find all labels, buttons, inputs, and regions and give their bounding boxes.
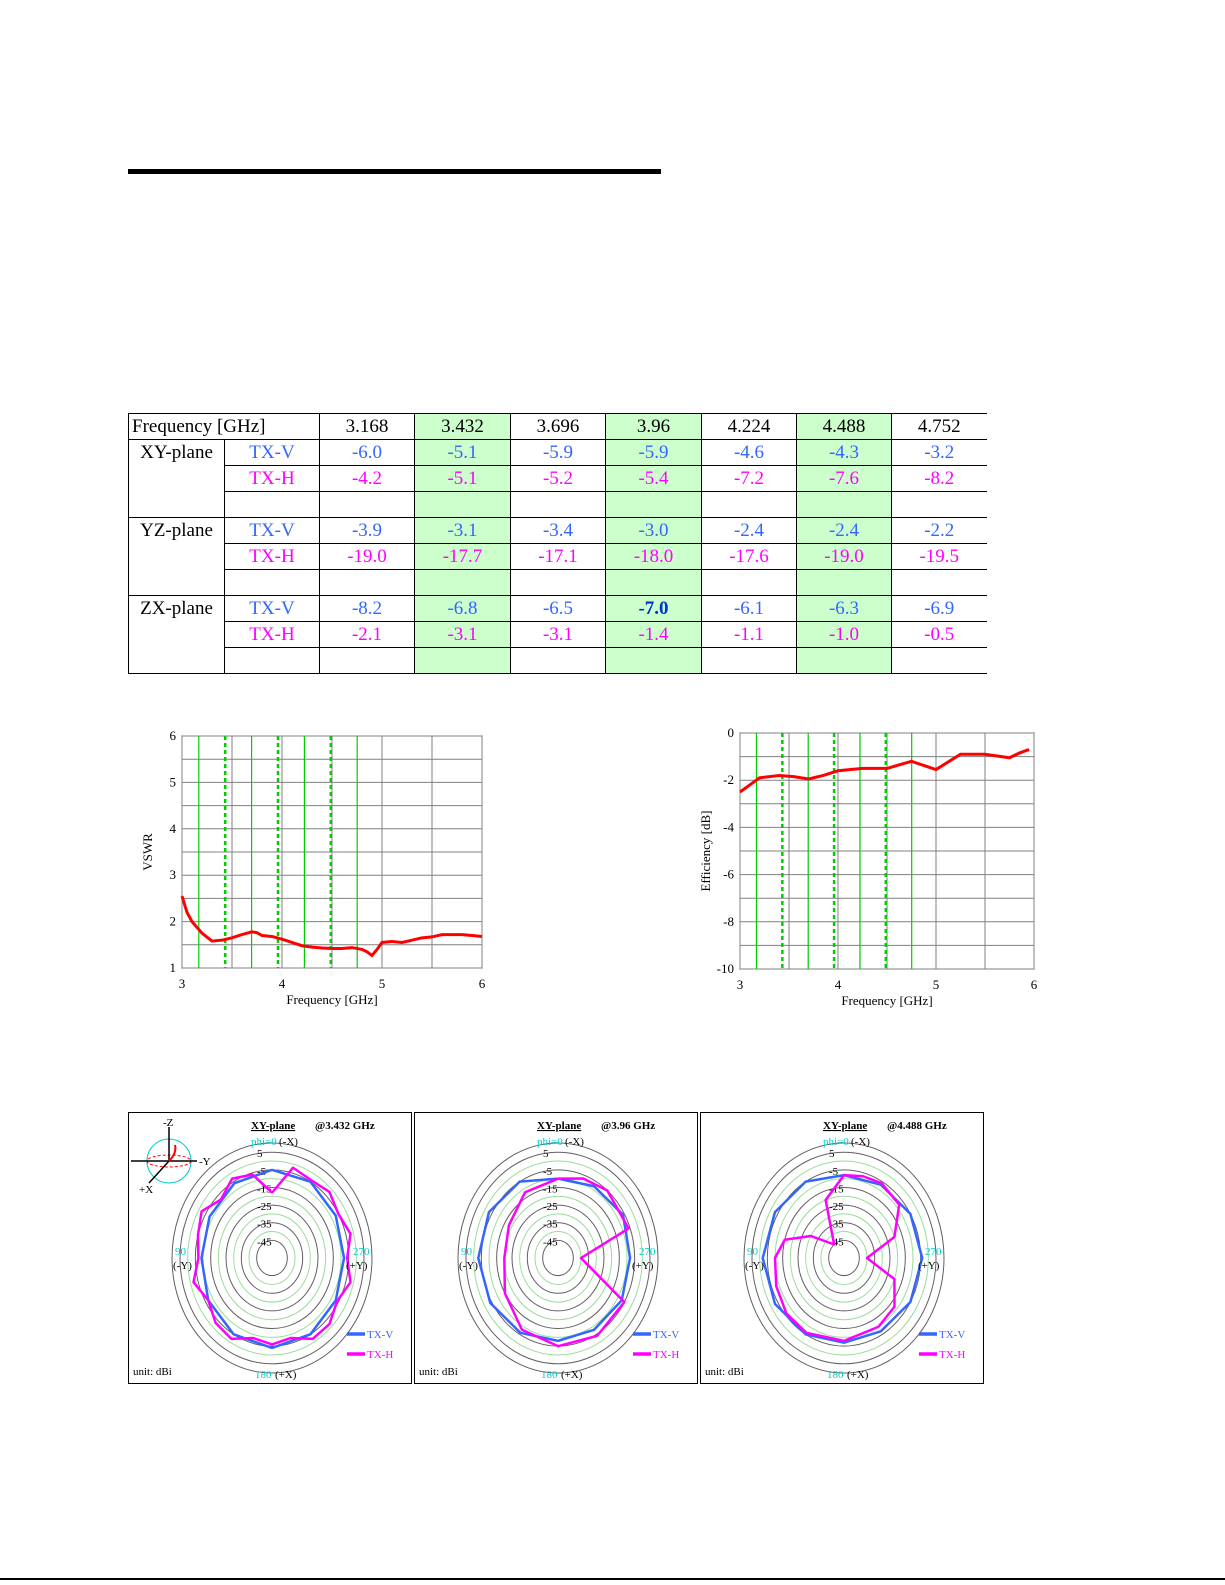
ring-label: -45	[829, 1236, 844, 1249]
legend-label-txh: TX-H	[653, 1349, 680, 1361]
angle-label-right: 270	[639, 1246, 656, 1258]
pol-label: TX-H	[225, 466, 320, 492]
gain-cell: -17.1	[511, 544, 606, 570]
polar-ring	[783, 1187, 906, 1328]
blank-cell	[797, 492, 892, 518]
polar-ring	[218, 1196, 325, 1319]
blank-cell	[606, 648, 702, 674]
gain-cell: -6.5	[511, 596, 606, 622]
ring-label: 5	[543, 1148, 549, 1161]
plane-label: ZX-plane	[129, 596, 225, 674]
polar-ring	[752, 1152, 936, 1364]
x-tick-label: 3	[736, 977, 744, 992]
gain-cell: -19.5	[892, 544, 987, 570]
freq-header: 4.752	[892, 414, 987, 440]
gain-cell: -19.0	[797, 544, 892, 570]
ring-label: -5	[257, 1165, 267, 1178]
gain-cell: -17.7	[415, 544, 511, 570]
pol-label: TX-V	[225, 518, 320, 544]
polar-series-tx-h	[775, 1175, 899, 1341]
polar-freq: @4.488 GHz	[887, 1120, 947, 1132]
ring-label: -15	[257, 1183, 272, 1196]
polar-ring	[489, 1179, 627, 1338]
gain-cell: -2.4	[797, 518, 892, 544]
pol-label: TX-V	[225, 596, 320, 622]
legend-label-txv: TX-V	[367, 1329, 394, 1341]
ring-label: -5	[829, 1165, 839, 1178]
y-axis-label: Efficiency [dB]	[698, 810, 713, 892]
blank-cell	[320, 492, 415, 518]
polar-ring	[234, 1214, 311, 1302]
gain-cell: -4.3	[797, 440, 892, 466]
table-header-label: Frequency [GHz]	[129, 414, 320, 440]
gain-cell: -3.2	[892, 440, 987, 466]
angle-label-left: 90	[461, 1246, 472, 1258]
gain-cell: -7.6	[797, 466, 892, 492]
polar-series-tx-h	[194, 1165, 351, 1345]
x-axis-label: Frequency [GHz]	[841, 993, 933, 1008]
axis-label-bottom: (+X)	[275, 1369, 297, 1381]
y-tick-label: 2	[169, 913, 176, 929]
plane-label: YZ-plane	[129, 518, 225, 596]
gain-cell: -0.5	[892, 622, 987, 648]
ring-label: -25	[257, 1201, 272, 1214]
ring-label: -25	[829, 1201, 844, 1214]
blank-cell	[320, 570, 415, 596]
polar-ring	[226, 1205, 318, 1311]
gain-cell: -5.9	[511, 440, 606, 466]
polar-ring	[504, 1196, 611, 1319]
footer-rule	[0, 1578, 1225, 1580]
gain-cell: -5.2	[511, 466, 606, 492]
y-tick-label: 5	[169, 774, 176, 790]
polar-ring	[775, 1179, 913, 1338]
gain-cell: -3.1	[415, 518, 511, 544]
axis-label-bottom: (+X)	[561, 1369, 583, 1381]
y-tick-label: -8	[723, 913, 734, 929]
unit-label: unit: dBi	[419, 1366, 458, 1378]
blank-cell	[606, 570, 702, 596]
unit-label: unit: dBi	[133, 1366, 172, 1378]
polar-ring	[760, 1161, 929, 1355]
axis-label-left: (-Y)	[173, 1260, 192, 1272]
polar-ring	[497, 1187, 620, 1328]
gain-cell: -18.0	[606, 544, 702, 570]
polar-ring	[790, 1196, 897, 1319]
gain-cell: -5.1	[415, 466, 511, 492]
blank-cell	[415, 648, 511, 674]
freq-header: 3.432	[415, 414, 511, 440]
axis-x-label: +X	[139, 1184, 154, 1196]
polar-ring	[512, 1205, 604, 1311]
blank-cell	[511, 648, 606, 674]
angle-label-right: 270	[353, 1246, 370, 1258]
x-tick-label: 5	[932, 977, 940, 992]
gain-cell: -6.0	[320, 440, 415, 466]
gain-cell: -2.4	[702, 518, 797, 544]
freq-header: 3.696	[511, 414, 606, 440]
angle-label-bottom: 180	[255, 1369, 272, 1381]
polar-ring	[474, 1161, 643, 1355]
gain-cell: -19.0	[320, 544, 415, 570]
axis-label-top: (-X)	[851, 1136, 870, 1148]
efficiency-chart	[690, 722, 1050, 1024]
blank-cell	[892, 492, 987, 518]
axis-label-right: (+Y)	[632, 1260, 654, 1272]
y-tick-label: -4	[723, 819, 734, 835]
y-tick-label: 1	[169, 960, 176, 975]
freq-header: 3.96	[606, 414, 702, 440]
blank-cell	[797, 570, 892, 596]
polar-freq: @3.96 GHz	[601, 1120, 656, 1132]
x-tick-label: 5	[378, 976, 386, 991]
polar-ring	[249, 1232, 295, 1285]
angle-label-bottom: 180	[827, 1369, 844, 1381]
axis-z-label: -Z	[163, 1117, 174, 1129]
ring-label: -35	[829, 1218, 844, 1231]
angle-label-top: phi=0	[537, 1136, 563, 1148]
gain-table	[128, 413, 987, 674]
plane-label: XY-plane	[129, 440, 225, 518]
blank-cell	[415, 492, 511, 518]
polar-title: XY-plane	[251, 1120, 296, 1132]
axis-y-label: -Y	[199, 1156, 211, 1168]
y-tick-label: 0	[727, 725, 734, 740]
y-axis-label: VSWR	[140, 833, 155, 871]
gain-cell: -17.6	[702, 544, 797, 570]
pol-label: TX-V	[225, 440, 320, 466]
ring-label: -15	[829, 1183, 844, 1196]
polar-panel-4488	[700, 1112, 984, 1384]
x-tick-label: 4	[278, 976, 286, 991]
angle-label-left: 90	[747, 1246, 758, 1258]
gain-cell: -7.0	[606, 596, 702, 622]
header-rule	[128, 169, 661, 174]
ring-label: 5	[829, 1148, 835, 1161]
gain-cell: -3.4	[511, 518, 606, 544]
gain-cell: -6.3	[797, 596, 892, 622]
axis-label-top: (-X)	[565, 1136, 584, 1148]
polar-ring	[821, 1232, 867, 1285]
gain-cell: -2.2	[892, 518, 987, 544]
ring-label: -45	[257, 1236, 272, 1249]
polar-ring	[798, 1205, 890, 1311]
gain-cell: -5.4	[606, 466, 702, 492]
x-tick-label: 6	[1030, 977, 1038, 992]
ring-label: -25	[543, 1201, 558, 1214]
blank-cell	[415, 570, 511, 596]
polar-ring	[466, 1152, 650, 1364]
unit-label: unit: dBi	[705, 1366, 744, 1378]
blank-cell	[892, 570, 987, 596]
legend-label-txv: TX-V	[653, 1329, 680, 1341]
polar-ring	[535, 1232, 581, 1285]
polar-panel-396	[414, 1112, 698, 1384]
polar-ring	[806, 1214, 883, 1302]
gain-cell: -6.8	[415, 596, 511, 622]
y-tick-label: 4	[169, 820, 176, 836]
gain-cell: -5.1	[415, 440, 511, 466]
y-tick-label: 3	[169, 867, 176, 883]
rotation-arrow-icon	[169, 1145, 175, 1161]
ring-label: 5	[257, 1148, 263, 1161]
pol-label: TX-H	[225, 622, 320, 648]
polar-ring	[241, 1223, 302, 1294]
polar-ring	[813, 1223, 874, 1294]
ring-label: -35	[257, 1218, 272, 1231]
gain-cell: -8.2	[892, 466, 987, 492]
polar-ring	[203, 1179, 341, 1338]
blank-cell	[606, 492, 702, 518]
polar-title: XY-plane	[537, 1120, 582, 1132]
axis-label-left: (-Y)	[459, 1260, 478, 1272]
gain-cell: -3.1	[511, 622, 606, 648]
polar-freq: @3.432 GHz	[315, 1120, 375, 1132]
blank-cell	[511, 492, 606, 518]
axis-label-right: (+Y)	[918, 1260, 940, 1272]
blank-cell	[797, 648, 892, 674]
x-tick-label: 3	[178, 976, 186, 991]
axis-label-right: (+Y)	[346, 1260, 368, 1272]
polar-panel-3432	[128, 1112, 412, 1384]
x-tick-label: 4	[834, 977, 842, 992]
gain-cell: -4.2	[320, 466, 415, 492]
polar-ring	[180, 1152, 364, 1364]
axis-label-left: (-Y)	[745, 1260, 764, 1272]
angle-label-right: 270	[925, 1246, 942, 1258]
gain-cell: -3.0	[606, 518, 702, 544]
gain-cell: -8.2	[320, 596, 415, 622]
legend-label-txh: TX-H	[367, 1349, 394, 1361]
blank-cell	[892, 648, 987, 674]
polar-ring	[188, 1161, 357, 1355]
ring-label: -45	[543, 1236, 558, 1249]
ring-label: -15	[543, 1183, 558, 1196]
pol-label: TX-H	[225, 544, 320, 570]
y-tick-label: -10	[716, 961, 734, 976]
freq-header: 3.168	[320, 414, 415, 440]
legend-label-txh: TX-H	[939, 1349, 966, 1361]
blank-cell	[511, 570, 606, 596]
axis-label-bottom: (+X)	[847, 1369, 869, 1381]
x-axis-label: Frequency [GHz]	[286, 992, 378, 1007]
gain-cell: -7.2	[702, 466, 797, 492]
angle-label-top: phi=0	[823, 1136, 849, 1148]
x-tick-label: 6	[478, 976, 486, 991]
blank-cell	[702, 492, 797, 518]
y-tick-label: 6	[169, 728, 176, 743]
vswr-chart	[128, 726, 508, 1024]
gain-cell: -5.9	[606, 440, 702, 466]
freq-header: 4.224	[702, 414, 797, 440]
polar-ring	[520, 1214, 597, 1302]
gain-cell: -3.9	[320, 518, 415, 544]
y-tick-label: -6	[723, 866, 734, 882]
gain-cell: -2.1	[320, 622, 415, 648]
legend-label-txv: TX-V	[939, 1329, 966, 1341]
blank-cell	[702, 570, 797, 596]
gain-cell: -6.9	[892, 596, 987, 622]
gain-cell: -3.1	[415, 622, 511, 648]
polar-title: XY-plane	[823, 1120, 868, 1132]
axis-label-top: (-X)	[279, 1136, 298, 1148]
ring-label: -5	[543, 1165, 553, 1178]
blank-cell	[702, 648, 797, 674]
gain-cell: -1.1	[702, 622, 797, 648]
gain-cell: -1.0	[797, 622, 892, 648]
polar-ring	[527, 1223, 588, 1294]
y-tick-label: -2	[723, 772, 734, 788]
angle-label-bottom: 180	[541, 1369, 558, 1381]
gain-cell: -1.4	[606, 622, 702, 648]
blank-cell	[320, 648, 415, 674]
ring-label: -35	[543, 1218, 558, 1231]
polar-ring	[211, 1187, 334, 1328]
gain-cell: -6.1	[702, 596, 797, 622]
angle-label-left: 90	[175, 1246, 186, 1258]
angle-label-top: phi=0	[251, 1136, 277, 1148]
gain-cell: -4.6	[702, 440, 797, 466]
freq-header: 4.488	[797, 414, 892, 440]
